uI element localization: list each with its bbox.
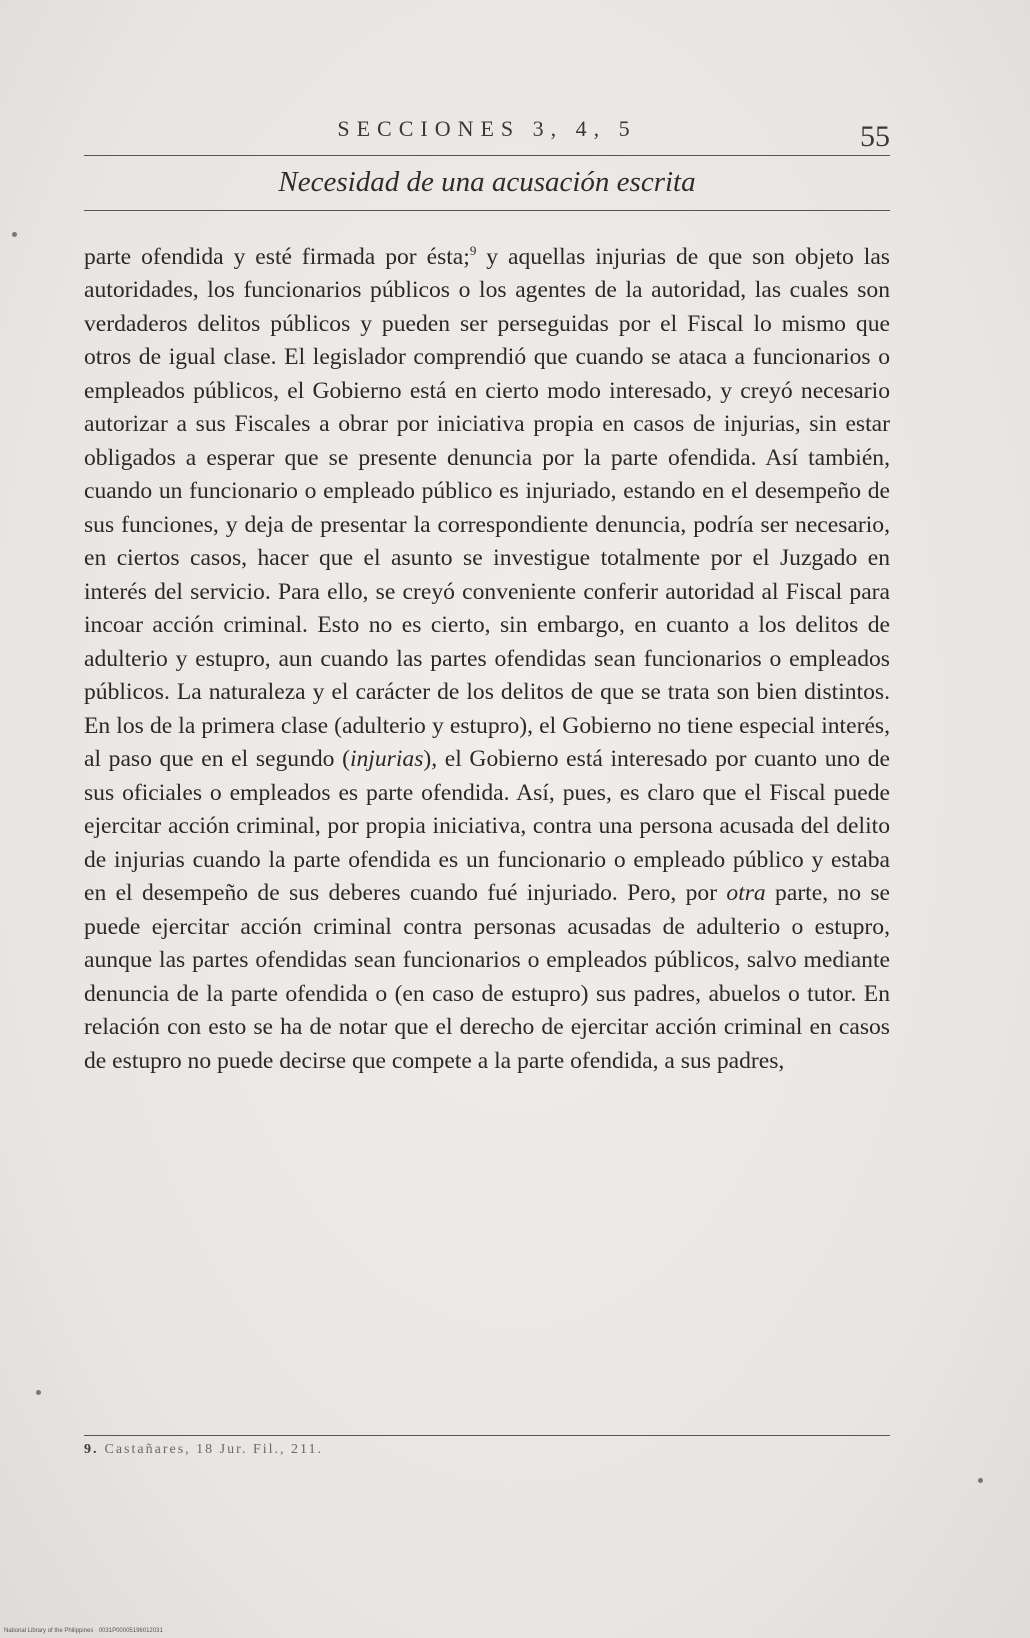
body-segment: parte, no se puede ejercitar acción criminal contra personas acusadas de adulterio o estupro, aunque las partes ofendidas sean funcionarios o empleados públicos, salvo mediante denuncia de la parte ofendida o (en caso de estupro) sus padres, abuelos o tutor. En relación con esto se ha de notar que el derecho de ejercitar acción criminal en casos de estupro no puede decirse que compete a la parte ofendida, a sus padres, <box>84 880 890 1074</box>
subtitle-rule <box>84 210 890 211</box>
body-segment: parte ofendida y esté firmada por ésta; <box>84 243 470 270</box>
footnote-reference[interactable]: 9 <box>469 243 477 258</box>
body-text <box>84 234 890 1078</box>
running-head <box>84 112 890 153</box>
library-credit: National Library of the Philippines · 0031P00005196012031 <box>4 1628 163 1634</box>
body-paragraph <box>84 234 890 1078</box>
scan-speck <box>978 1478 983 1483</box>
scan-speck <box>12 232 17 237</box>
section-title: SECCIONES 3, 4, 5 <box>337 116 637 141</box>
header-rule <box>84 155 890 156</box>
footnote <box>84 1442 890 1458</box>
scan-speck <box>36 1390 41 1395</box>
page-subtitle: Necesidad de una acusación escrita <box>278 166 696 198</box>
italic-term-otra: otra <box>726 880 766 907</box>
footnote-number: 9. <box>84 1442 99 1457</box>
body-segment: y aquellas injurias de que son objeto las autoridades, los funcionarios públicos o los agentes de la autoridad, las cuales son verdaderos delitos públicos y pueden ser perseguidas por el Fiscal lo mismo que otros de igual clase. El legislador comprendió que cuando se ataca a funcionarios o empleados públicos, el Gobierno está en cierto modo interesado, y creyó necesario autorizar a sus Fiscales a obrar por iniciativa propia en casos de injurias, sin estar obligados a esperar que se presente denuncia por la parte ofendida. Así también, cuando un funcionario o empleado público es injuriado, estando en el desempeño de sus funciones, y deja de presentar la correspondiente denuncia, podría ser necesario, en ciertos casos, hacer que el asunto se investigue totalmente por el Juzgado en interés del servicio. Para ello, se creyó conveniente conferir autoridad al Fiscal para incoar acción criminal. Esto no es cierto, sin embargo, en cuanto a los delitos de adulterio y estupro, aun cuando las partes ofendidas sean funcionarios o empleados públicos. La naturaleza y el carácter de los delitos de que se trata son bien distintos. En los de la primera clase (adulterio y estupro), el Gobierno no tiene especial interés, al paso que en el segundo ( <box>84 243 890 773</box>
body-segment: ), el Gobierno está interesado por cuanto uno de sus oficiales o empleados es parte ofendida. Así, pues, es claro que el Fiscal puede ejercitar acción criminal, por propia iniciativa, contra una persona acusada del delito de injurias cuando la parte ofendida es un funcionario o empleado público y estaba en el desempeño de sus deberes cuando fué injuriado. Pero, por <box>84 746 890 907</box>
footnote-rule <box>84 1435 890 1436</box>
page-number: 55 <box>860 120 890 153</box>
footnote-text: Castañares, 18 Jur. Fil., 211. <box>104 1442 324 1457</box>
italic-term-injurias: injurias <box>349 746 424 773</box>
